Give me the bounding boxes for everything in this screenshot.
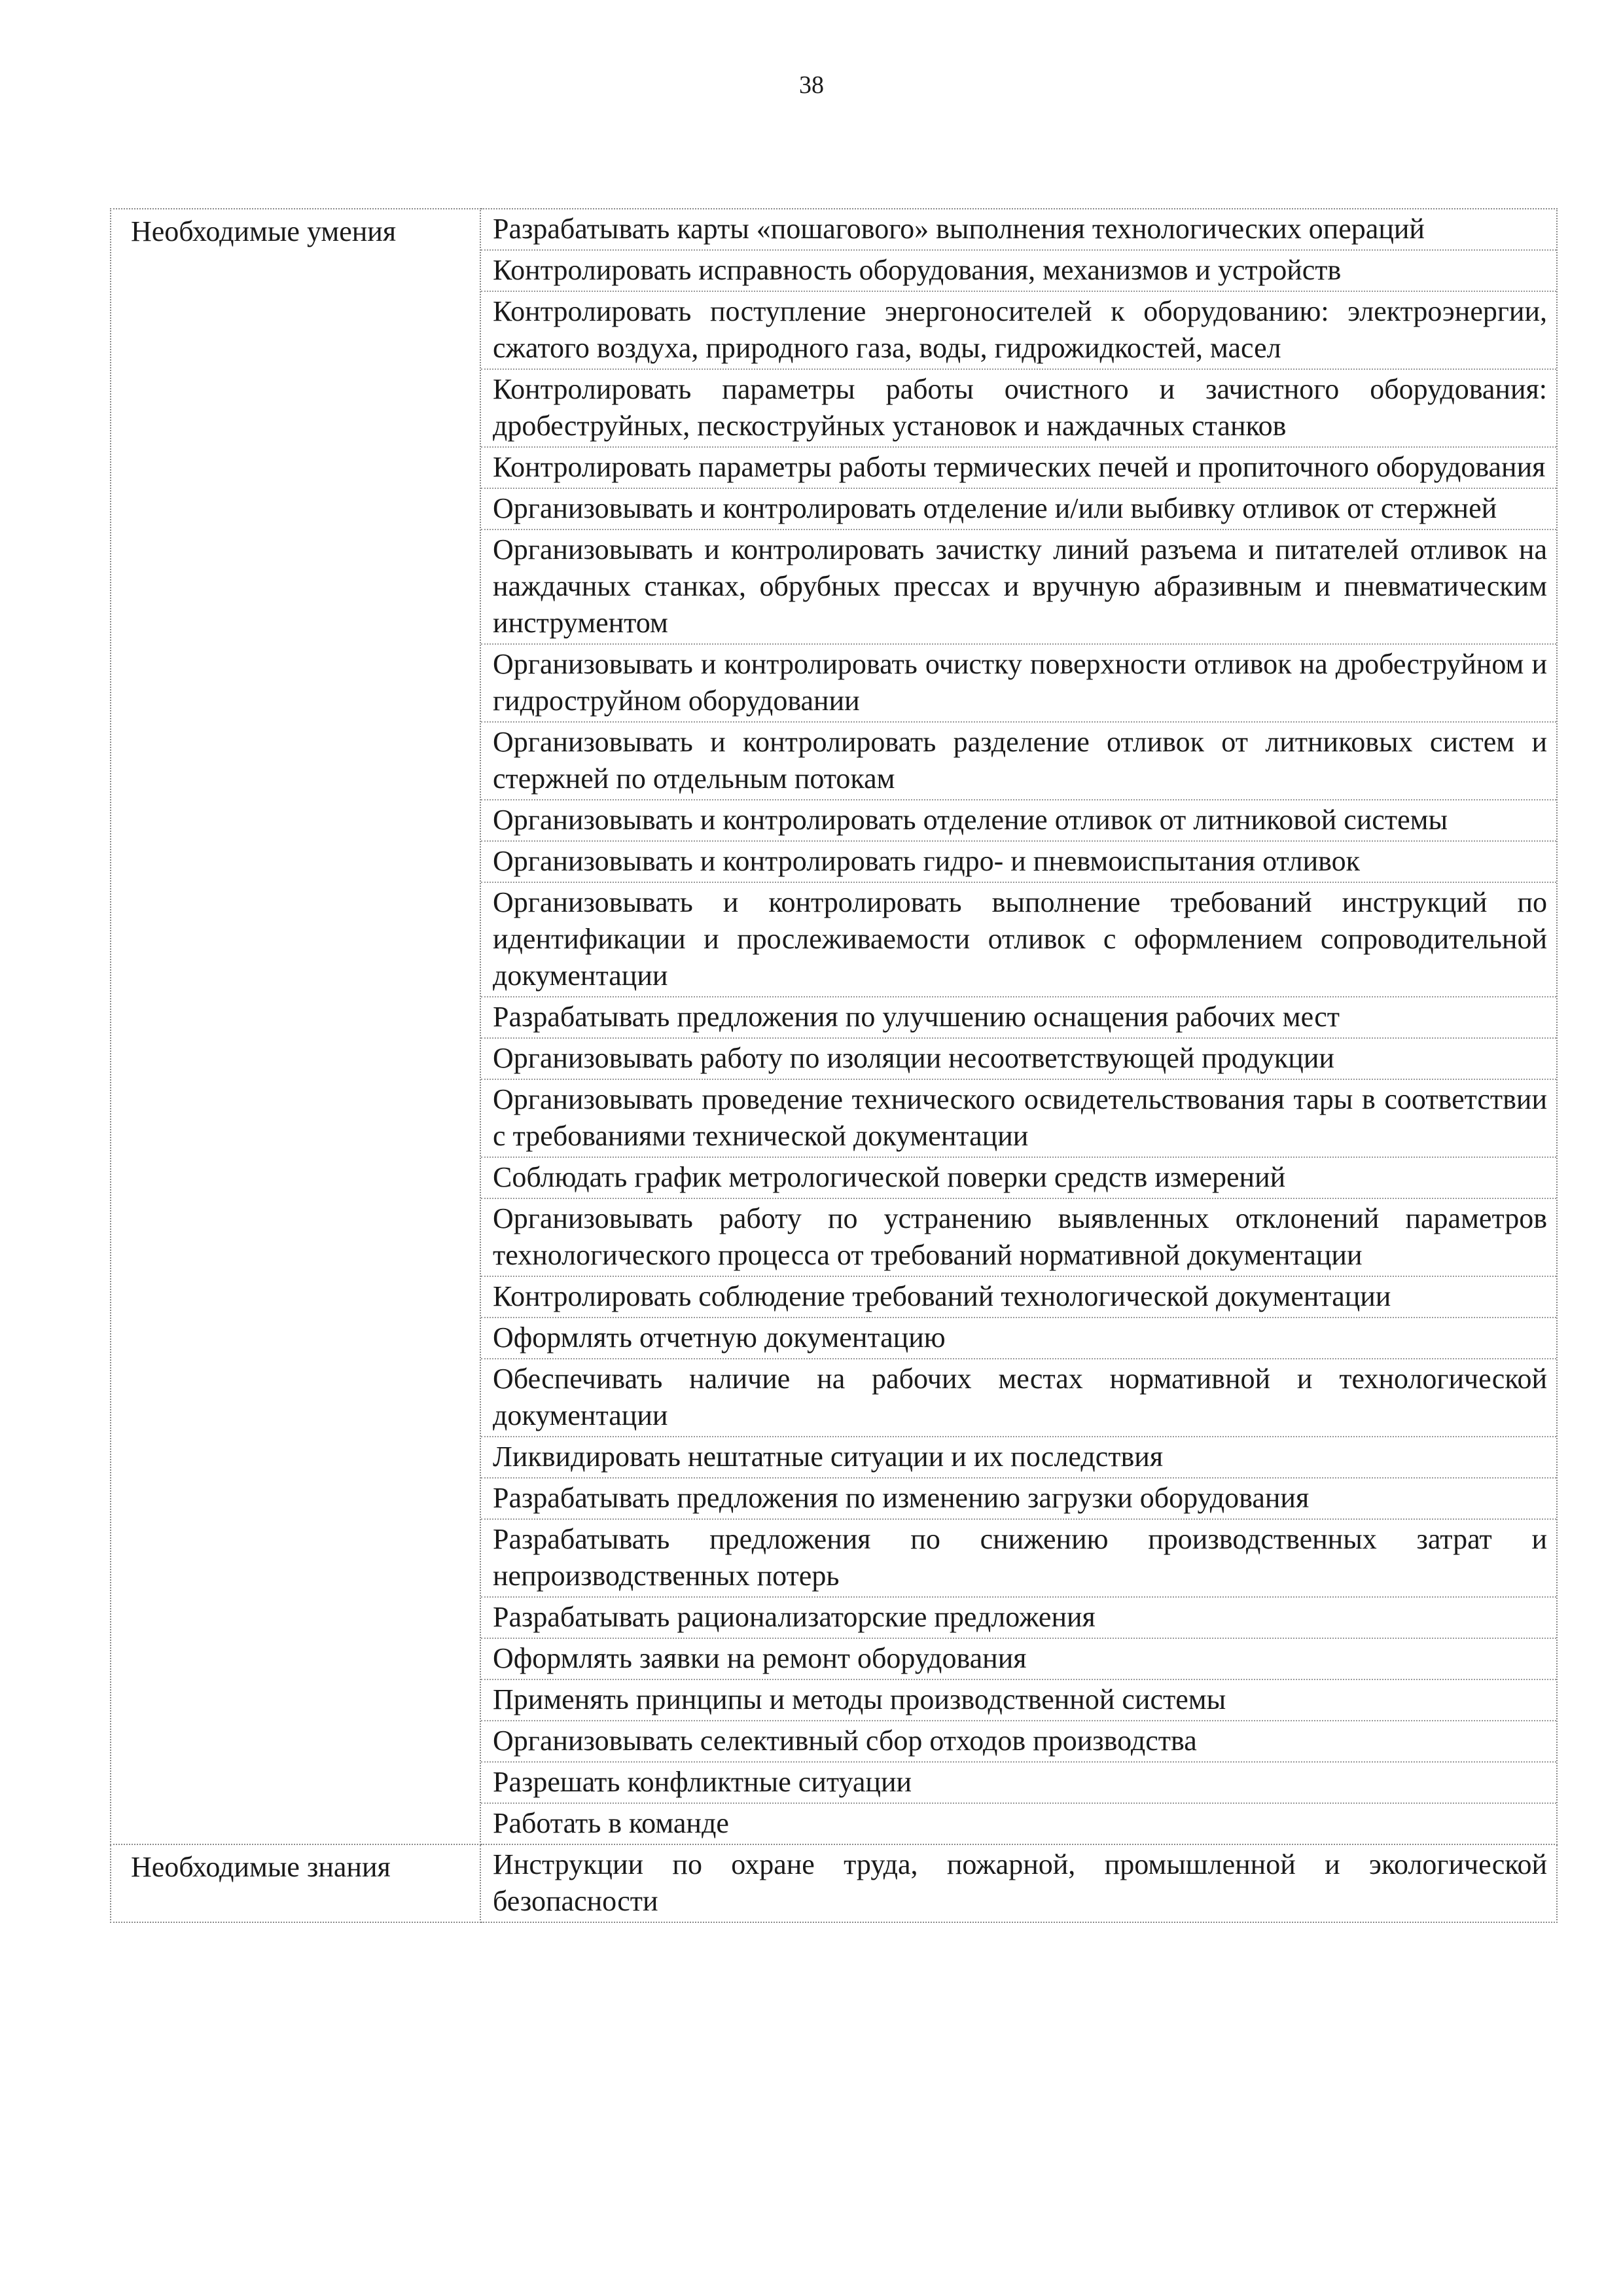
section-label: Необходимые умения xyxy=(111,209,480,1844)
list-item: Организовывать проведение технического освидетельствования тары в соответствии с требованиями технической документации xyxy=(481,1080,1556,1158)
list-item: Организовывать работу по изоляции несоответствующей продукции xyxy=(481,1039,1556,1080)
list-item: Контролировать соблюдение требований технологической документации xyxy=(481,1277,1556,1318)
list-item: Организовывать и контролировать разделение отливок от литниковых систем и стержней по отдельным потокам xyxy=(481,723,1556,800)
items-list xyxy=(481,1845,1556,1922)
list-item: Организовывать и контролировать выполнение требований инструкций по идентификации и прослеживаемости отливок с оформлением сопроводительной документации xyxy=(481,883,1556,997)
list-item: Разрабатывать рационализаторские предложения xyxy=(481,1598,1556,1639)
section-row xyxy=(111,209,1557,1844)
items-list xyxy=(481,209,1556,1844)
list-item: Организовывать и контролировать очистку поверхности отливок на дробеструйном и гидроструйном оборудовании xyxy=(481,645,1556,723)
list-item: Разрабатывать предложения по снижению производственных затрат и непроизводственных потерь xyxy=(481,1520,1556,1598)
list-item: Организовывать селективный сбор отходов производства xyxy=(481,1721,1556,1763)
section-items xyxy=(480,209,1557,1844)
list-item: Соблюдать график метрологической поверки средств измерений xyxy=(481,1158,1556,1199)
list-item: Работать в команде xyxy=(493,1807,729,1839)
list-item: Применять принципы и методы производственной системы xyxy=(481,1680,1556,1721)
list-item: Инструкции по охране труда, пожарной, промышленной и экологической безопасности xyxy=(493,1848,1547,1917)
list-item: Обеспечивать наличие на рабочих местах нормативной и технологической документации xyxy=(481,1359,1556,1437)
list-item: Разрешать конфликтные ситуации xyxy=(481,1763,1556,1804)
section-row xyxy=(111,1844,1557,1922)
list-item: Контролировать поступление энергоносителей к оборудованию: электроэнергии, сжатого воздуха, природного газа, воды, гидрожидкостей, масел xyxy=(481,292,1556,370)
list-item: Организовывать и контролировать гидро- и пневмоиспытания отливок xyxy=(481,842,1556,883)
list-item: Разрабатывать карты «пошагового» выполнения технологических операций xyxy=(481,209,1556,251)
page-number: 38 xyxy=(799,71,824,99)
list-item: Организовывать работу по устранению выявленных отклонений параметров технологического процесса от требований нормативной документации xyxy=(481,1199,1556,1277)
requirements-table xyxy=(110,208,1558,1923)
list-item: Контролировать параметры работы термических печей и пропиточного оборудования xyxy=(481,448,1556,489)
list-item: Контролировать параметры работы очистного и зачистного оборудования: дробеструйных, пескоструйных установок и наждачных станков xyxy=(481,370,1556,448)
list-item: Оформлять отчетную документацию xyxy=(481,1318,1556,1359)
list-item: Организовывать и контролировать зачистку линий разъема и питателей отливок на наждачных станках, обрубных прессах и вручную абразивным и пневматическим инструментом xyxy=(481,530,1556,645)
section-items xyxy=(480,1844,1557,1922)
list-item: Ликвидировать нештатные ситуации и их последствия xyxy=(481,1437,1556,1479)
list-item: Оформлять заявки на ремонт оборудования xyxy=(481,1639,1556,1680)
list-item: Разрабатывать предложения по изменению загрузки оборудования xyxy=(481,1479,1556,1520)
list-item: Организовывать и контролировать отделение отливок от литниковой системы xyxy=(481,800,1556,842)
section-label: Необходимые знания xyxy=(111,1844,480,1922)
list-item: Организовывать и контролировать отделение и/или выбивку отливок от стержней xyxy=(481,489,1556,530)
requirements-table-body xyxy=(111,209,1557,1922)
list-item: Разрабатывать предложения по улучшению оснащения рабочих мест xyxy=(481,997,1556,1039)
list-item: Контролировать исправность оборудования, механизмов и устройств xyxy=(481,251,1556,292)
